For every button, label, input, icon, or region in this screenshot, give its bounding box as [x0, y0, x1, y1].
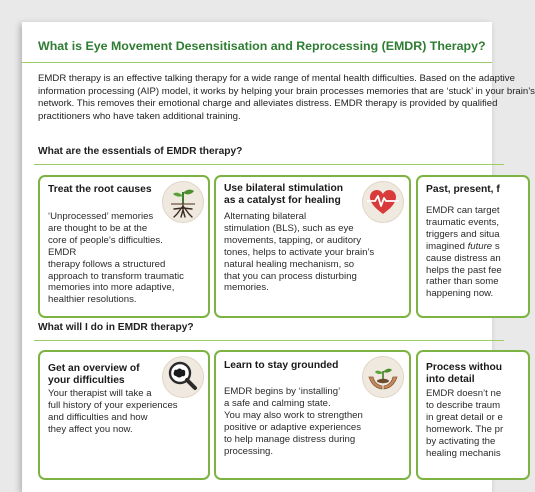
card-bilateral-stimulation	[214, 175, 411, 318]
card-body: EMDR doesn’t ne to describe traum in great detail or e homework. The pr by activating the healing mechanis	[426, 388, 504, 459]
intro-paragraph	[38, 73, 535, 123]
hands-seedling-icon	[362, 356, 404, 398]
intro-line: information processing (AIP) model, it works by helping your brain processes memories that are ‘stuck’ in your brain’s	[38, 85, 535, 97]
card-process-without-detail	[416, 350, 530, 480]
card-title: Past, present, f	[426, 184, 500, 195]
card-title: Use bilateral stimulation as a catalyst for healing	[224, 183, 344, 206]
card-overview-difficulties	[38, 350, 210, 480]
card-treat-root-causes	[38, 175, 210, 318]
card-title: Treat the root causes	[48, 184, 152, 195]
intro-line: practitioners who have taken additional training.	[38, 110, 241, 122]
card-title: Get an overview of your difficulties	[48, 363, 140, 386]
title-divider	[22, 62, 492, 63]
intro-line: EMDR therapy is an effective talking therapy for a wide range of mental health difficulties. Based on the adaptive	[38, 73, 515, 84]
section-heading-essentials: What are the essentials of EMDR therapy?	[38, 146, 243, 157]
page-title: What is Eye Movement Desensitisation and Reprocessing (EMDR) Therapy?	[38, 39, 486, 53]
document-sheet	[22, 22, 535, 492]
card-body: EMDR can target traumatic events, triggers and situa imagined future s cause distress an helps the past fee rather than some happening now.	[426, 205, 502, 300]
section-divider	[34, 164, 504, 165]
card-body: Your therapist will take a full history of your experiences and difficulties and how they affect you now.	[48, 388, 178, 435]
section-divider	[34, 340, 504, 341]
card-body: ‘Unprocessed’ memories are thought to be at the core of people’s difficulties. EMDR therapy follows a structured approach to transform traumatic memories into more adaptive, healthier resolutions.	[48, 211, 184, 306]
card-body: Alternating bilateral stimulation (BLS), such as eye movements, tapping, or auditory tones, helps to activate your brain’s natural healing mechanism, so that you can process disturbing memories.	[224, 211, 375, 294]
card-past-present-future	[416, 175, 530, 318]
card-title: Process withou into detail	[426, 362, 503, 385]
intro-line: network. This removes their emotional charge and alleviates distress. EMDR therapy is provided by qualified	[38, 98, 498, 109]
card-title: Learn to stay grounded	[224, 360, 339, 371]
section-heading-what-will-i-do: What will I do in EMDR therapy?	[38, 322, 194, 333]
card-body: EMDR begins by ‘installing’ a safe and calming state. You may also work to strengthen positive or adaptive experiences to help manage distress during processing.	[224, 386, 363, 457]
card-stay-grounded	[214, 350, 411, 480]
body-line-italic: imagined future s	[426, 240, 500, 252]
